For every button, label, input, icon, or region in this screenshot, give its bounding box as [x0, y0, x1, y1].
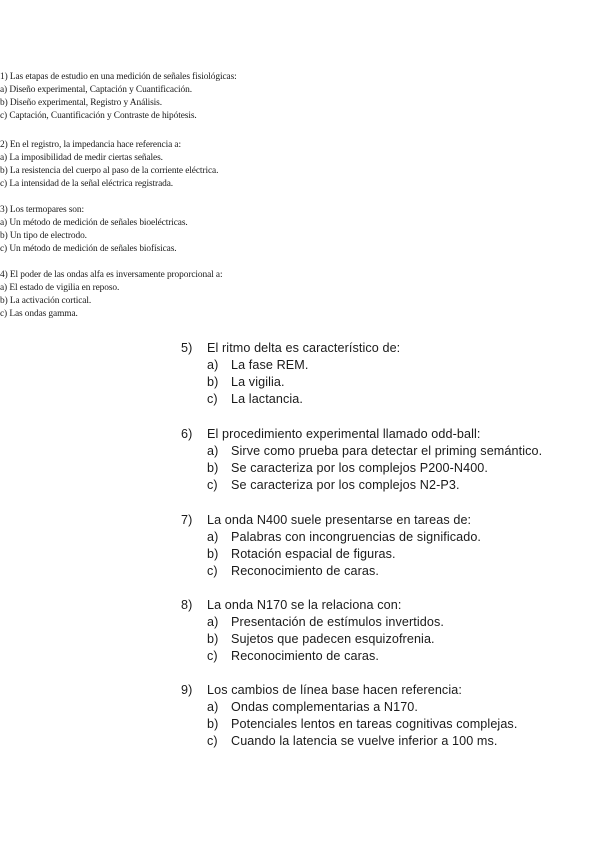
option-letter: c) — [207, 478, 218, 492]
serif-question-4 — [0, 269, 222, 321]
question-text: 2) En el registro, la impedancia hace referencia a: — [0, 140, 181, 150]
option-letter: a) — [207, 444, 219, 458]
option-text: La fase REM. — [231, 358, 309, 372]
question-text: 1) Las etapas de estudio en una medición de señales fisiológicas: — [0, 72, 237, 82]
option-letter: a) — [207, 700, 219, 714]
option-b: b) La activación cortical. — [0, 296, 92, 306]
option-letter: b) — [207, 717, 219, 731]
option-a: a) La imposibilidad de medir ciertas señales. — [0, 153, 163, 163]
serif-question-3 — [0, 204, 188, 256]
sans-question-6 — [181, 426, 542, 494]
option-letter: b) — [207, 547, 219, 561]
option-letter: c) — [207, 734, 218, 748]
option-c: c) Captación, Cuantificación y Contraste de hipótesis. — [0, 111, 197, 121]
sans-question-5 — [181, 340, 400, 408]
question-text: La onda N400 suele presentarse en tareas de: — [207, 513, 472, 527]
question-text: 3) Los termopares son: — [0, 205, 84, 215]
option-letter: c) — [207, 649, 218, 663]
sans-question-7 — [181, 512, 481, 580]
option-text: Potenciales lentos en tareas cognitivas complejas. — [231, 717, 518, 731]
option-letter: c) — [207, 392, 218, 406]
option-letter: b) — [207, 632, 219, 646]
question-number: 5) — [181, 341, 193, 355]
option-a: a) Diseño experimental, Captación y Cuantificación. — [0, 85, 192, 95]
option-text: La lactancia. — [231, 392, 304, 406]
option-text: Sirve como prueba para detectar el priming semántico. — [231, 444, 543, 458]
option-text: La vigilia. — [231, 375, 285, 389]
serif-question-2 — [0, 139, 218, 191]
option-c: c) La intensidad de la señal eléctrica registrada. — [0, 179, 174, 189]
option-text: Reconocimiento de caras. — [231, 649, 380, 663]
option-b: b) Diseño experimental, Registro y Análisis. — [0, 98, 162, 108]
question-number: 8) — [181, 598, 193, 612]
option-c: c) Las ondas gamma. — [0, 309, 78, 319]
option-b: b) Un tipo de electrodo. — [0, 231, 87, 241]
option-text: Cuando la latencia se vuelve inferior a 100 ms. — [231, 734, 498, 748]
option-text: Se caracteriza por los complejos P200-N400. — [231, 461, 488, 475]
question-text: El ritmo delta es característico de: — [207, 341, 401, 355]
option-text: Palabras con incongruencias de significado. — [231, 530, 482, 544]
option-letter: a) — [207, 530, 219, 544]
option-text: Reconocimiento de caras. — [231, 564, 380, 578]
question-number: 9) — [181, 683, 193, 697]
question-text: 4) El poder de las ondas alfa es inversamente proporcional a: — [0, 270, 223, 280]
option-a: a) Un método de medición de señales bioeléctricas. — [0, 218, 188, 228]
option-text: Se caracteriza por los complejos N2-P3. — [231, 478, 460, 492]
option-letter: c) — [207, 564, 218, 578]
option-letter: b) — [207, 375, 219, 389]
option-b: b) La resistencia del cuerpo al paso de la corriente eléctrica. — [0, 166, 219, 176]
option-text: Presentación de estímulos invertidos. — [231, 615, 445, 629]
sans-question-9 — [181, 682, 517, 750]
question-number: 7) — [181, 513, 193, 527]
option-letter: b) — [207, 461, 219, 475]
option-text: Rotación espacial de figuras. — [231, 547, 396, 561]
option-text: Ondas complementarias a N170. — [231, 700, 419, 714]
question-number: 6) — [181, 427, 193, 441]
option-text: Sujetos que padecen esquizofrenia. — [231, 632, 435, 646]
question-text: Los cambios de línea base hacen referencia: — [207, 683, 462, 697]
option-letter: a) — [207, 358, 219, 372]
option-c: c) Un método de medición de señales biofísicas. — [0, 244, 177, 254]
question-text: La onda N170 se la relaciona con: — [207, 598, 402, 612]
option-letter: a) — [207, 615, 219, 629]
question-text: El procedimiento experimental llamado odd-ball: — [207, 427, 481, 441]
option-a: a) El estado de vigilia en reposo. — [0, 283, 120, 293]
sans-question-8 — [181, 597, 444, 665]
serif-question-1 — [0, 71, 237, 123]
